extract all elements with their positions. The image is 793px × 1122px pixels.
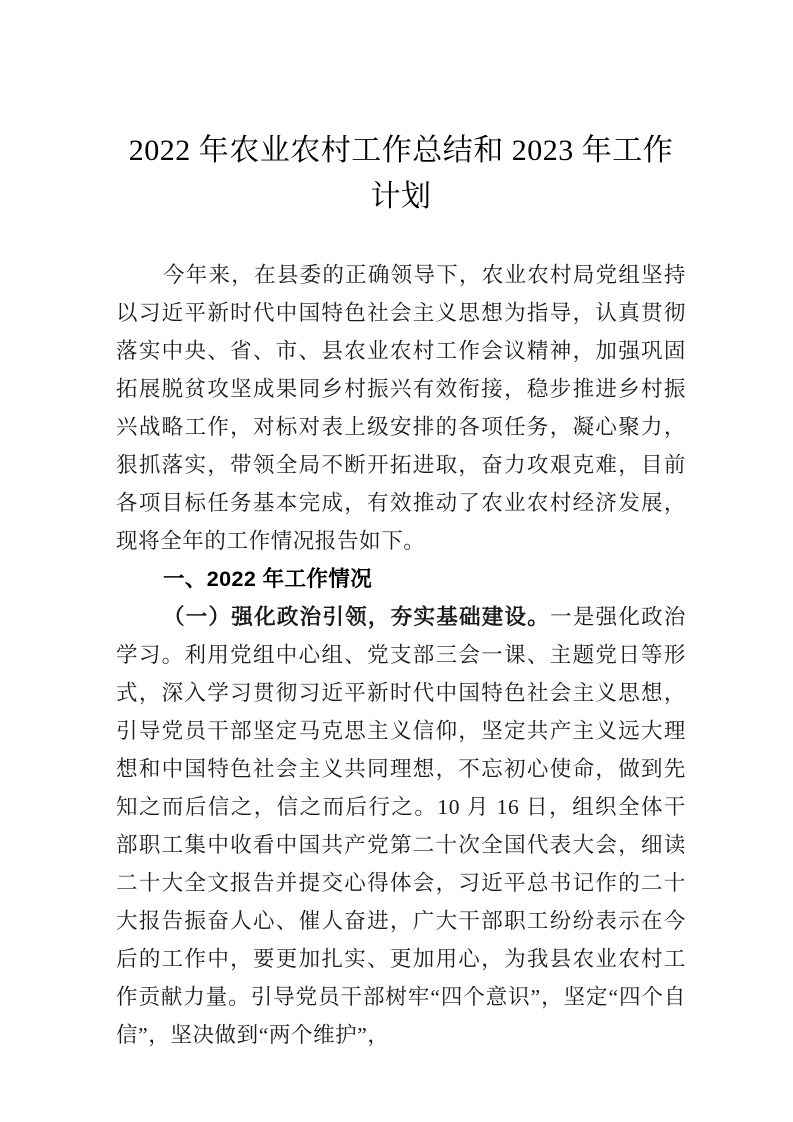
paragraph-lead-1-1: （一）强化政治引领，夯实基础建设。 (163, 605, 551, 629)
paragraph-intro: 今年来，在县委的正确领导下，农业农村局党组坚持以习近平新时代中国特色社会主义思想为指导，认真贯彻落实中央、省、市、县农业农村工作会议精神，加强巩固拓展脱贫攻坚成果同乡村振兴有效衔接，稳步推进乡村振兴战略工作，对标对表上级安排的各项任务，凝心聚力，狠抓落实，带领全局不断开拓进取，奋力攻艰克难，目前各项目标任务基本完成，有效推动了农业农村经济发展，现将全年的工作情况报告如下。 (116, 263, 686, 553)
paragraph-item-1-1 (116, 598, 686, 1054)
section-heading-1: 一、2022 年工作情况 (163, 567, 373, 591)
document-content (116, 0, 686, 1054)
title-body-spacer (116, 220, 686, 256)
paragraph-text-1-1: 一是强化政治学习。利用党组中心组、党支部三会一课、主题党日等形式，深入学习贯彻习近平新时代中国特色社会主义思想，引导党员干部坚定马克思主义信仰，坚定共产主义远大理想和中国特色社会主义共同理想，不忘初心使命，做到先知之而后信之，信之而后行之。10 月 16 日，组织全体干部职工集中收看中国共产党第二十次全国代表大会，细读二十大全文报告并提交心得体会，习近平总书记作的二十大报告振奋人心、催人奋进，广大干部职工纷纷表示在今后的工作中，要更加扎实、更加用心，为我县农业农村工作贡献力量。引导党员干部树牢“四个意识”，坚定“四个自信”，坚决做到“两个维护”， (116, 605, 687, 1047)
page-title: 2022 年农业农村工作总结和 2023 年工作计划 (128, 134, 674, 213)
